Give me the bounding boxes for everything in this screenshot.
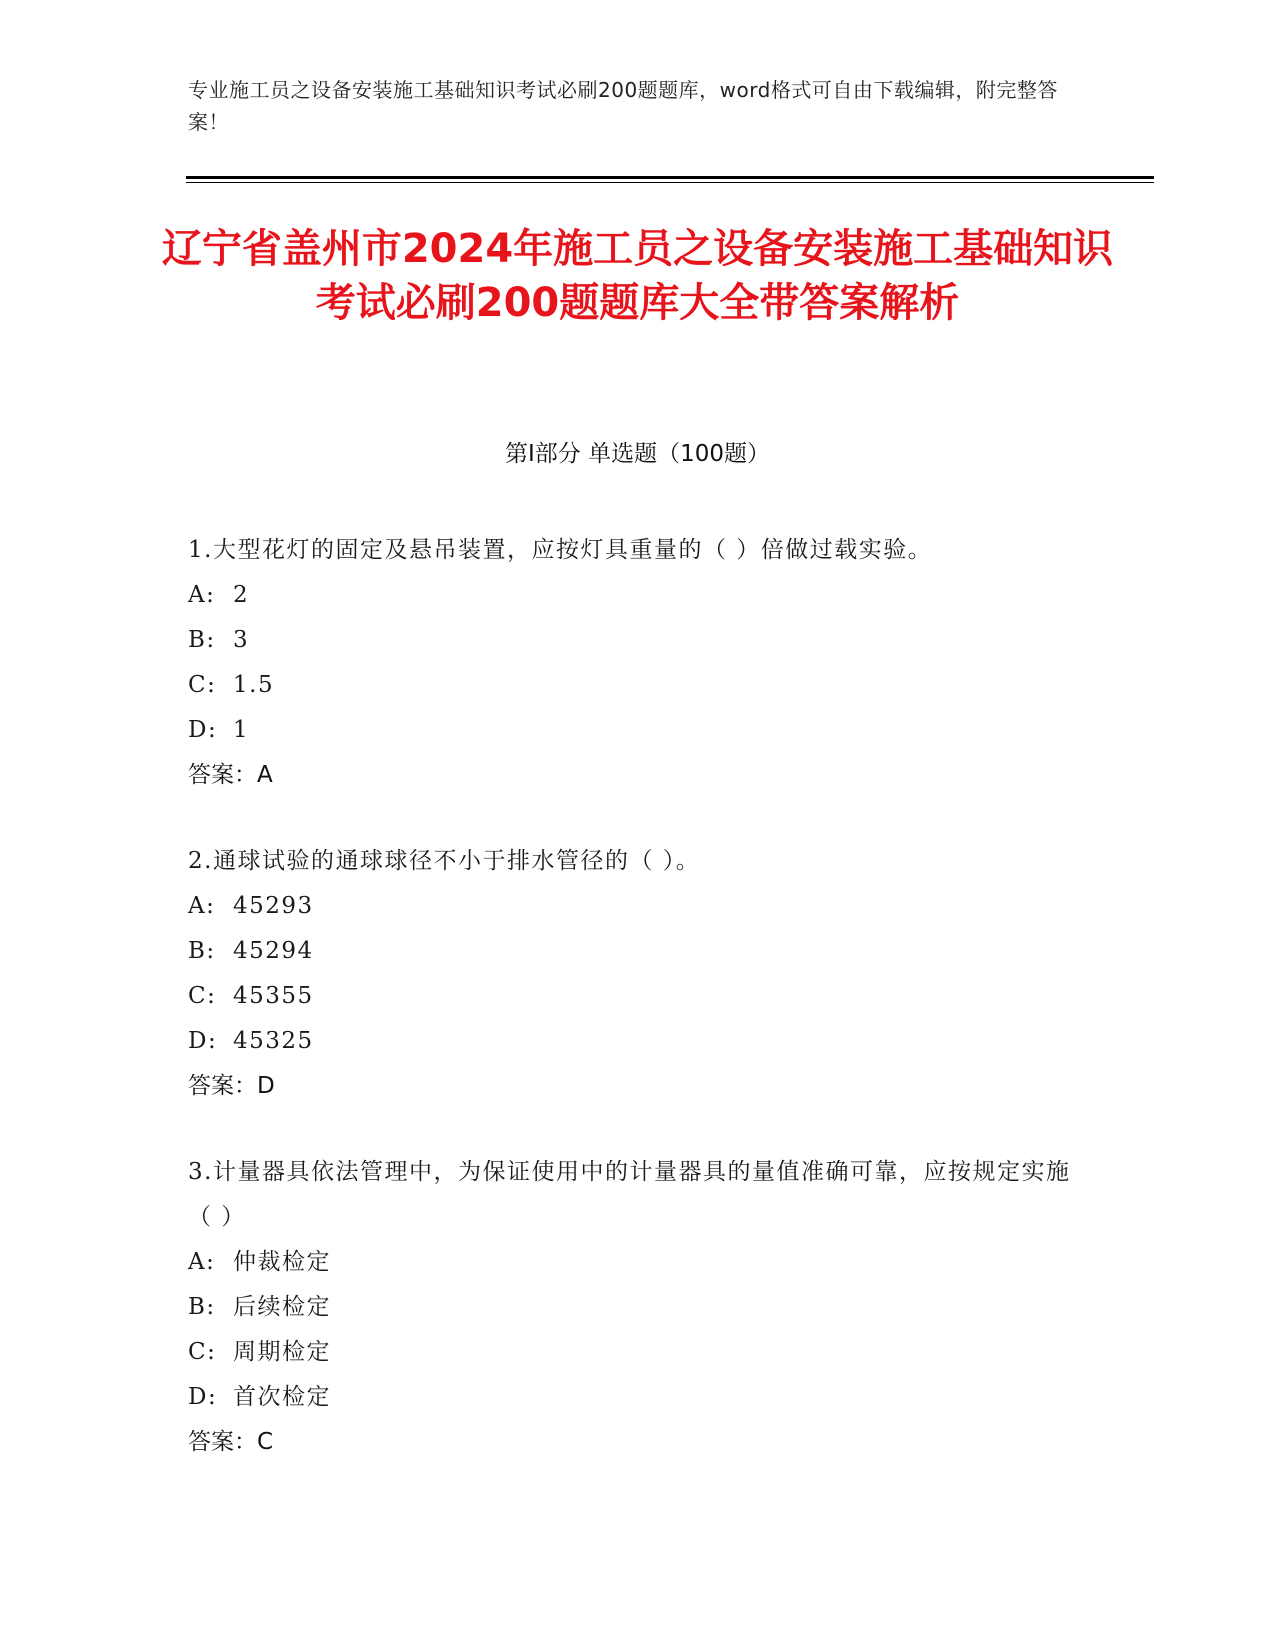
question-stem: 1.大型花灯的固定及悬吊装置，应按灯具重量的（ ）倍做过载实验。	[188, 537, 933, 563]
answer-line: 答案：D	[188, 1073, 275, 1099]
option-letter: C:	[188, 1339, 217, 1365]
question-item	[188, 528, 1088, 798]
option-letter: A:	[188, 582, 216, 608]
question-item	[188, 1150, 1088, 1465]
option-text: 周期检定	[233, 1339, 331, 1365]
option-letter: C:	[188, 672, 217, 698]
option-a	[188, 573, 1088, 618]
header-rule-thin	[186, 182, 1154, 183]
question-stem: 3.计量器具依法管理中，为保证使用中的计量器具的量值准确可靠，应按规定实施（ ）	[188, 1159, 1071, 1230]
option-text: 仲裁检定	[233, 1249, 331, 1275]
option-text: 1	[233, 717, 250, 743]
option-a	[188, 884, 1088, 929]
option-letter: D:	[188, 1384, 218, 1410]
header-rule-thick	[186, 176, 1154, 179]
section-title: 第I部分 单选题（100题）	[505, 441, 770, 467]
question-list	[188, 528, 1088, 1506]
option-letter: B:	[188, 627, 216, 653]
option-c	[188, 663, 1088, 708]
option-letter: C:	[188, 983, 217, 1009]
option-letter: D:	[188, 717, 218, 743]
option-d	[188, 1019, 1088, 1064]
answer-line: 答案：A	[188, 762, 273, 788]
option-letter: A:	[188, 1249, 216, 1275]
option-text: 45355	[233, 983, 314, 1009]
option-d	[188, 1375, 1088, 1420]
option-text: 后续检定	[233, 1294, 331, 1320]
option-text: 1.5	[233, 672, 275, 698]
option-letter: B:	[188, 938, 216, 964]
option-b	[188, 618, 1088, 663]
option-text: 45325	[233, 1028, 314, 1054]
option-letter: B:	[188, 1294, 216, 1320]
header-note: 专业施工员之设备安装施工基础知识考试必刷200题题库，word格式可自由下载编辑，附完整答案！	[188, 78, 1058, 134]
option-text: 首次检定	[233, 1384, 331, 1410]
option-letter: D:	[188, 1028, 218, 1054]
option-b	[188, 1285, 1088, 1330]
option-letter: A:	[188, 893, 216, 919]
question-stem: 2.通球试验的通球球径不小于排水管径的（ ）。	[188, 848, 701, 874]
option-d	[188, 708, 1088, 753]
answer-line: 答案：C	[188, 1429, 274, 1455]
option-text: 45293	[233, 893, 314, 919]
option-b	[188, 929, 1088, 974]
option-text: 3	[233, 627, 250, 653]
option-c	[188, 1330, 1088, 1375]
option-text: 2	[233, 582, 250, 608]
document-title: 辽宁省盖州市2024年施工员之设备安装施工基础知识考试必刷200题题库大全带答案解析	[161, 226, 1114, 326]
option-a	[188, 1240, 1088, 1285]
question-item	[188, 839, 1088, 1109]
option-c	[188, 974, 1088, 1019]
option-text: 45294	[233, 938, 314, 964]
